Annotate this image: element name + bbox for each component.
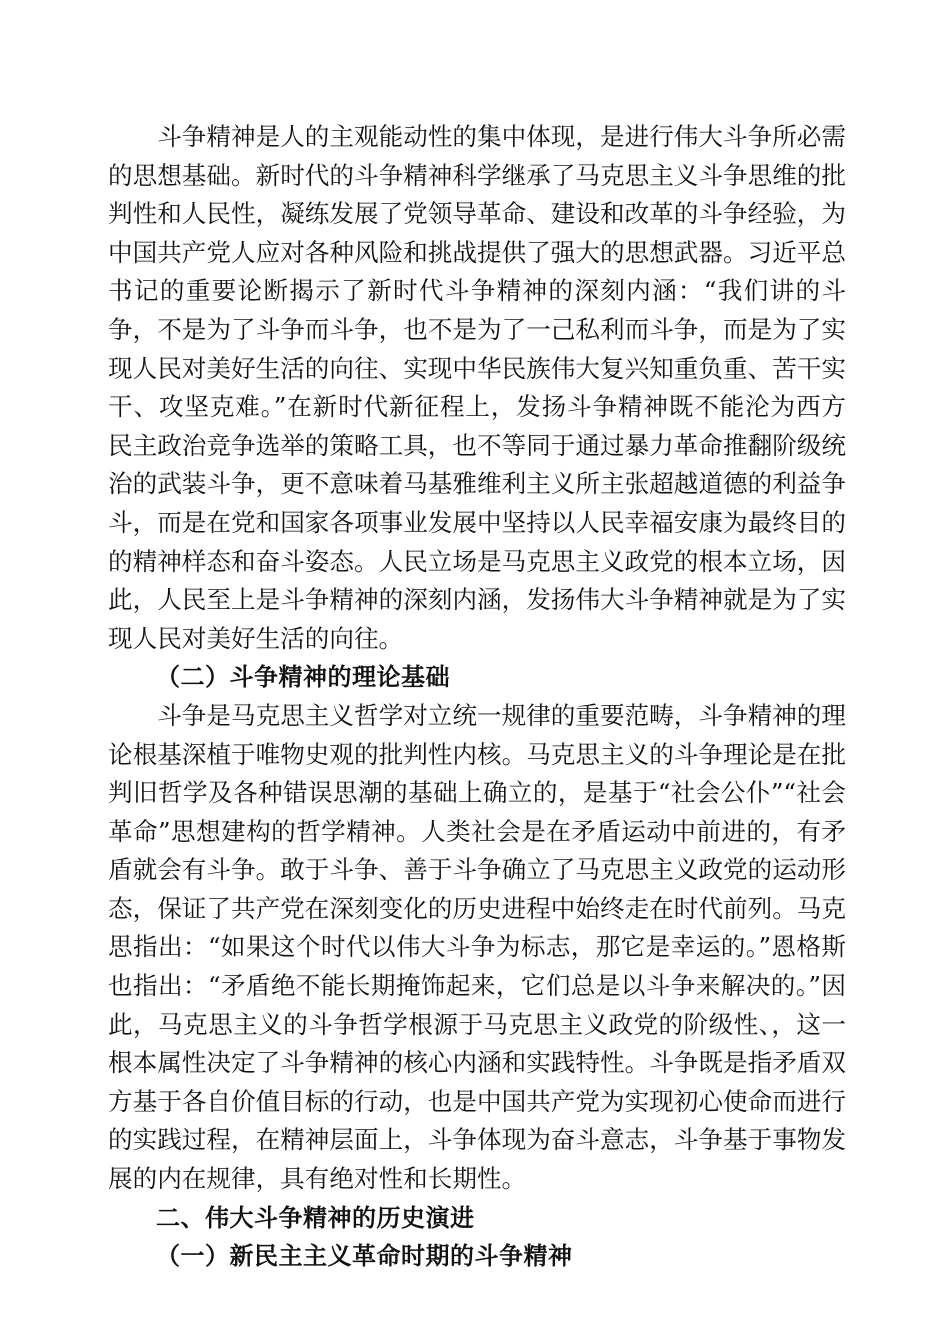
subsection-heading: （一）新民主主义革命时期的斗争精神 [156,1242,573,1271]
body-paragraph: 斗争精神是人的主观能动性的集中体现，是进行伟大斗争所必需的思想基础。新时代的斗争精神科学继承了马克思主义斗争思维的批判性和人民性，凝练发展了党领导革命、建设和改革的斗争经验，为中国共产党人应对各种风险和挑战提供了强大的思想武器。习近平总书记的重要论断揭示了新时代斗争精神的深刻内涵：“我们讲的斗争，不是为了斗争而斗争，也不是为了一己私利而斗争，而是为了实现人民对美好生活的向往、实现中华民族伟大复兴知重负重、苦干实干、攻坚克难。”在新时代新征程上，发扬斗争精神既不能沦为西方民主政治竞争选举的策略工具，也不等同于通过暴力革命推翻阶级统治的武装斗争，更不意味着马基雅维利主义所主张超越道德的利益争斗，而是在党和国家各项事业发展中坚持以人民幸福安康为最终目的的精神样态和奋斗姿态。人民立场是马克思主义政党的根本立场，因此，人民至上是斗争精神的深刻内涵，发扬伟大斗争精神就是为了实现人民对美好生活的向往。 [108,122,846,653]
body-paragraph: 斗争是马克思主义哲学对立统一规律的重要范畴，斗争精神的理论根基深植于唯物史观的批判性内核。马克思主义的斗争理论是在批判旧哲学及各种错误思潮的基础上确立的，是基于“社会公仆”“社会革命”思想建构的哲学精神。人类社会是在矛盾运动中前进的，有矛盾就会有斗争。敢于斗争、善于斗争确立了马克思主义政党的运动形态，保证了共产党在深刻变化的历史进程中始终走在时代前列。马克思指出：“如果这个时代以伟大斗争为标志，那它是幸运的。”恩格斯也指出：“矛盾绝不能长期掩饰起来，它们总是以斗争来解决的。”因此，马克思主义的斗争哲学根源于马克思主义政党的阶级性、，这一根本属性决定了斗争精神的核心内涵和实践特性。斗争既是指矛盾双方基于各自价值目标的行动，也是中国共产党为实现初心使命而进行的实践过程，在精神层面上，斗争体现为奋斗意志，斗争基于事物发展的内在规律，具有绝对性和长期性。 [108,700,846,1194]
document-page [108,118,846,1276]
subsection-heading: （二）斗争精神的理论基础 [156,663,450,692]
section-heading: 二、伟大斗争精神的历史演进 [156,1203,475,1232]
